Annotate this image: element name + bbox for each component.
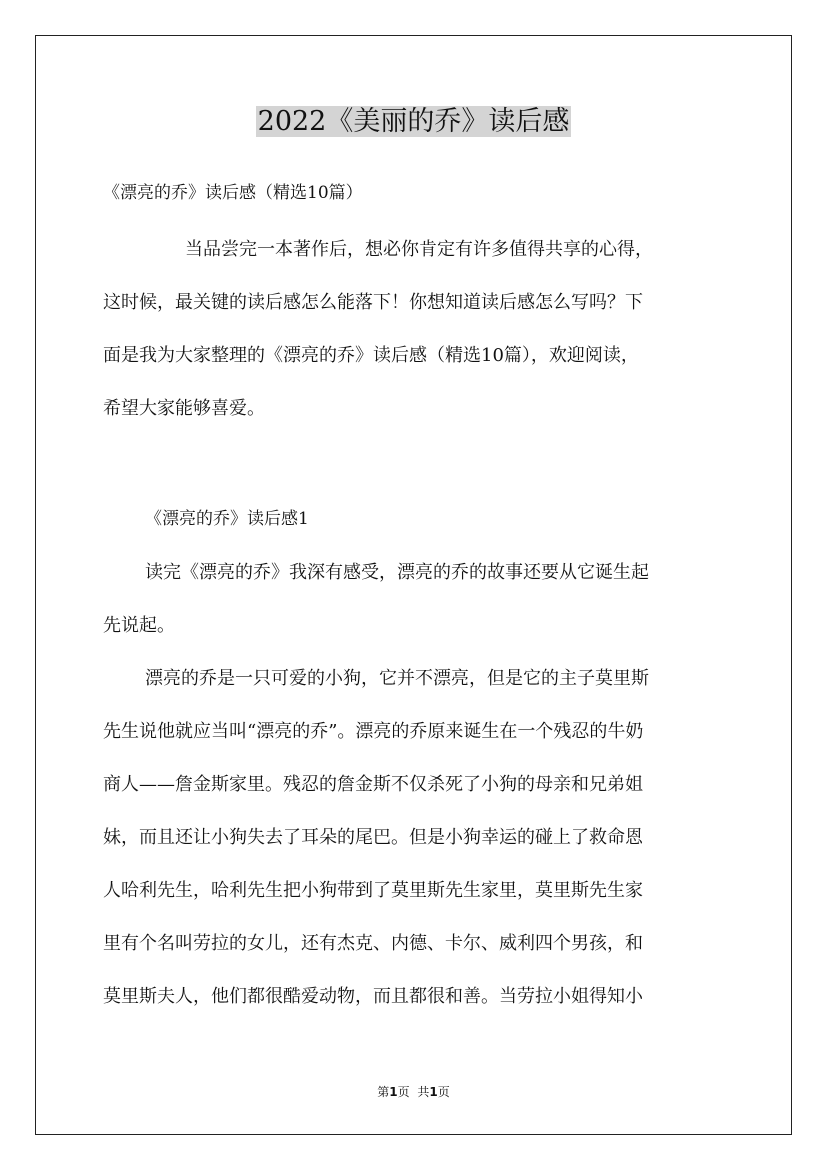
page-suffix: 页	[397, 1085, 410, 1099]
document-subtitle: 《漂亮的乔》读后感（精选10篇）	[103, 183, 363, 203]
document-title-text: 2022《美丽的乔》读后感	[257, 106, 570, 137]
document-title	[0, 102, 827, 142]
paragraph-line: 莫里斯夫人，他们都很酷爱动物，而且都很和善。当劳拉小姐得知小	[103, 986, 643, 1007]
paragraph-line: 妹，而且还让小狗失去了耳朵的尾巴。但是小狗幸运的碰上了救命恩	[103, 827, 643, 848]
paragraph-line: 商人——詹金斯家里。残忍的詹金斯不仅杀死了小狗的母亲和兄弟姐	[103, 774, 643, 795]
paragraph-line: 人哈利先生，哈利先生把小狗带到了莫里斯先生家里，莫里斯先生家	[103, 880, 643, 901]
paragraph-line: 读完《漂亮的乔》我深有感受，漂亮的乔的故事还要从它诞生起	[145, 562, 649, 583]
page-prefix: 第	[377, 1085, 390, 1099]
intro-line: 希望大家能够喜爱。	[103, 398, 265, 419]
paragraph-line: 漂亮的乔是一只可爱的小狗，它并不漂亮，但是它的主子莫里斯	[145, 668, 649, 689]
page-footer	[0, 1082, 827, 1102]
total-prefix: 共	[417, 1085, 430, 1099]
page-number: 1	[389, 1085, 398, 1099]
total-pages: 1	[429, 1085, 438, 1099]
intro-line: 面是我为大家整理的《漂亮的乔》读后感（精选10篇），欢迎阅读，	[103, 345, 639, 366]
intro-line: 当品尝完一本著作后，想必你肯定有许多值得共享的心得，	[185, 239, 653, 260]
paragraph-line: 先说起。	[103, 615, 175, 636]
intro-line: 这时候，最关键的读后感怎么能落下！你想知道读后感怎么写吗？下	[103, 292, 643, 313]
paragraph-line: 里有个名叫劳拉的女儿，还有杰克、内德、卡尔、威利四个男孩，和	[103, 933, 643, 954]
total-suffix: 页	[437, 1085, 450, 1099]
paragraph-line: 先生说他就应当叫“漂亮的乔”。漂亮的乔原来诞生在一个残忍的牛奶	[103, 721, 644, 742]
section-heading: 《漂亮的乔》读后感1	[145, 509, 309, 529]
